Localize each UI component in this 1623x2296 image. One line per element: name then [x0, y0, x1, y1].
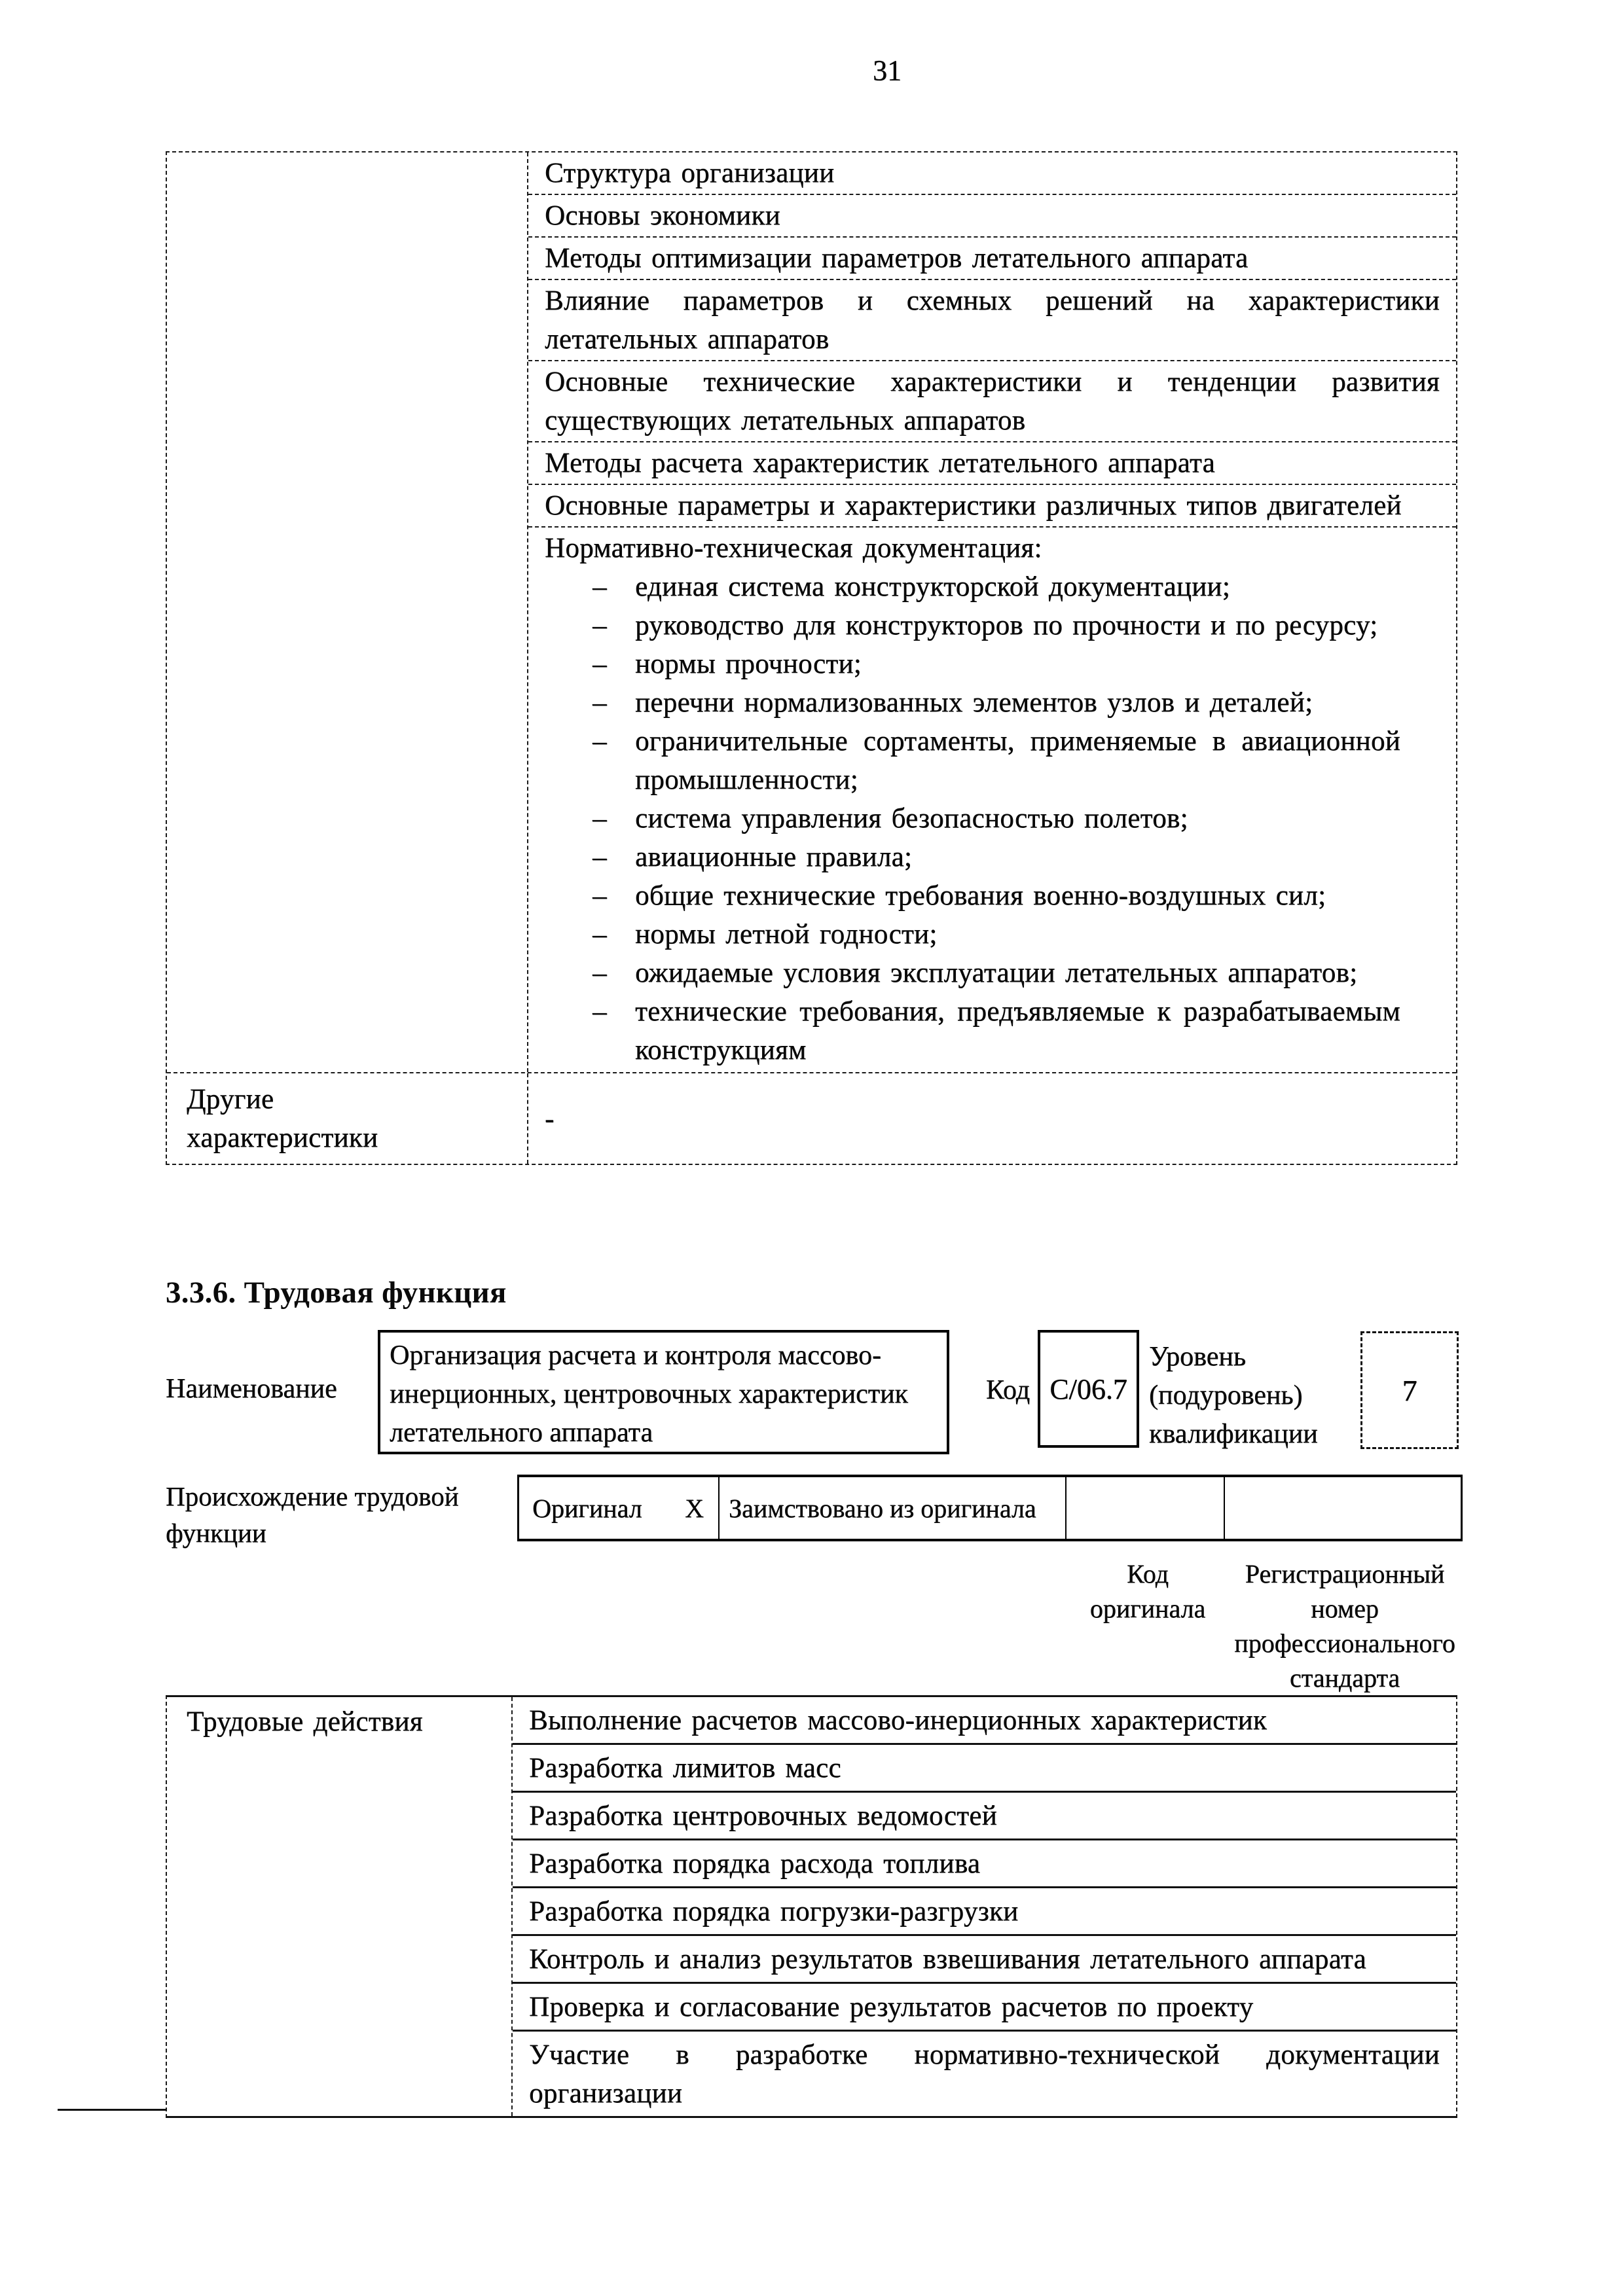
knowledge-row: Основы экономики: [528, 195, 1456, 238]
list-item-text: нормы прочности;: [635, 649, 862, 679]
other-characteristics-row: [167, 1072, 1456, 1164]
dash-bullet: –: [593, 726, 607, 757]
qualification-level-label: Уровень (подуровень) квалификации: [1149, 1342, 1318, 1449]
list-item-text: нормы летной годности;: [635, 919, 938, 950]
knowledge-row: Основные параметры и характеристики различных типов двигателей: [528, 485, 1456, 528]
knowledge-table-body: [167, 152, 1456, 1072]
knowledge-rows: [528, 152, 1456, 1072]
labor-action-row: Разработка порядка погрузки-разгрузки: [513, 1888, 1456, 1936]
list-item: [545, 992, 1440, 1069]
list-item-text: авиационные правила;: [635, 842, 913, 872]
origin-borrowed-cell: Заимствовано из оригинала: [720, 1477, 1067, 1539]
list-item: [545, 567, 1440, 606]
labor-action-row: Участие в разработке нормативно-технической документации организации: [529, 2039, 1440, 2109]
knowledge-table: [166, 151, 1457, 1165]
labor-actions-label-cell: [167, 1697, 513, 2116]
dash-bullet: –: [593, 610, 607, 641]
knowledge-row-documentation: [528, 528, 1456, 1072]
origin-code-caption: Код оригинала: [1089, 1559, 1206, 1623]
list-item-text: перечни нормализованных элементов узлов и деталей;: [635, 687, 1313, 718]
labor-actions-label: Трудовые действия: [187, 1706, 423, 1737]
list-item-text: ожидаемые условия эксплуатации летательных аппаратов;: [635, 958, 1358, 988]
documentation-list-header: Нормативно-техническая документация:: [545, 533, 1042, 564]
labor-actions-rows: [513, 1697, 1456, 2116]
dash-bullet: –: [593, 958, 607, 988]
dash-bullet: –: [593, 803, 607, 834]
list-item: [545, 915, 1440, 954]
origin-original-mark: X: [685, 1493, 704, 1523]
knowledge-row: Методы расчета характеристик летательного аппарата: [528, 442, 1456, 485]
list-item: [545, 606, 1440, 645]
labor-action-row: Контроль и анализ результатов взвешивания летательного аппарата: [513, 1936, 1456, 1984]
list-item-text: руководство для конструкторов по прочности и по ресурсу;: [635, 610, 1378, 641]
function-name-label: Наименование: [166, 1374, 337, 1404]
list-item: [545, 876, 1440, 915]
origin-table: [517, 1475, 1463, 1541]
other-characteristics-label-cell: [167, 1073, 528, 1164]
list-item: [545, 954, 1440, 992]
origin-registration-caption: Регистрационный номер профессионального стандарта: [1234, 1559, 1455, 1693]
list-item: [545, 683, 1440, 722]
list-item: [545, 799, 1440, 838]
knowledge-row: Структура организации: [528, 152, 1456, 195]
origin-code-cell-empty: [1067, 1477, 1225, 1539]
list-item: [545, 722, 1440, 799]
dash-bullet: –: [593, 571, 607, 602]
knowledge-row: Влияние параметров и схемных решений на характеристики летательных аппаратов: [528, 280, 1456, 361]
knowledge-row: Основные технические характеристики и тенденции развития существующих летательных аппаратов: [528, 361, 1456, 442]
function-code-box: С/06.7: [1038, 1330, 1139, 1448]
dash-bullet: –: [593, 996, 607, 1027]
section-heading: 3.3.6. Трудовая функция: [166, 1276, 507, 1310]
list-item-text: общие технические требования военно-воздушных сил;: [635, 880, 1326, 911]
labor-action-row: Разработка центровочных ведомостей: [513, 1793, 1456, 1840]
list-item-text: система управления безопасностью полетов;: [635, 803, 1188, 834]
documentation-list: [545, 567, 1440, 1071]
list-item: [545, 645, 1440, 683]
other-characteristics-label: Другие характеристики: [187, 1084, 378, 1153]
dash-bullet: –: [593, 842, 607, 872]
list-item: [545, 838, 1440, 876]
list-item-text: единая система конструкторской документации;: [635, 571, 1230, 602]
other-characteristics-value: -: [545, 1103, 555, 1134]
origin-label: Происхождение трудовой функции: [166, 1481, 459, 1548]
knowledge-left-cell-empty: [167, 152, 528, 1072]
function-code-label: Код: [985, 1375, 1030, 1405]
scan-artifact-line: [58, 2109, 167, 2111]
labor-action-row: Разработка порядка расхода топлива: [513, 1840, 1456, 1888]
origin-registration-cell-empty: [1225, 1477, 1461, 1539]
knowledge-row: Методы оптимизации параметров летательного аппарата: [528, 238, 1456, 280]
list-item-text: технические требования, предъявляемые к разрабатываемым конструкциям: [635, 996, 1400, 1066]
labor-action-row: Разработка лимитов масс: [513, 1745, 1456, 1793]
dash-bullet: –: [593, 687, 607, 718]
dash-bullet: –: [593, 919, 607, 950]
labor-action-row: Проверка и согласование результатов расчетов по проекту: [513, 1984, 1456, 2032]
dash-bullet: –: [593, 880, 607, 911]
labor-action-row: Выполнение расчетов массово-инерционных характеристик: [513, 1697, 1456, 1745]
labor-actions-table: [166, 1695, 1457, 2118]
qualification-level-box: 7: [1360, 1331, 1459, 1449]
origin-original-label: Оригинал: [532, 1493, 642, 1523]
origin-original-cell: [519, 1477, 720, 1539]
dash-bullet: –: [593, 649, 607, 679]
list-item-text: ограничительные сортаменты, применяемые в авиационной промышленности;: [635, 726, 1400, 795]
function-name-box: Организация расчета и контроля массово-инерционных, центровочных характеристик летательного аппарата: [378, 1330, 949, 1454]
page-number: 31: [873, 54, 902, 86]
